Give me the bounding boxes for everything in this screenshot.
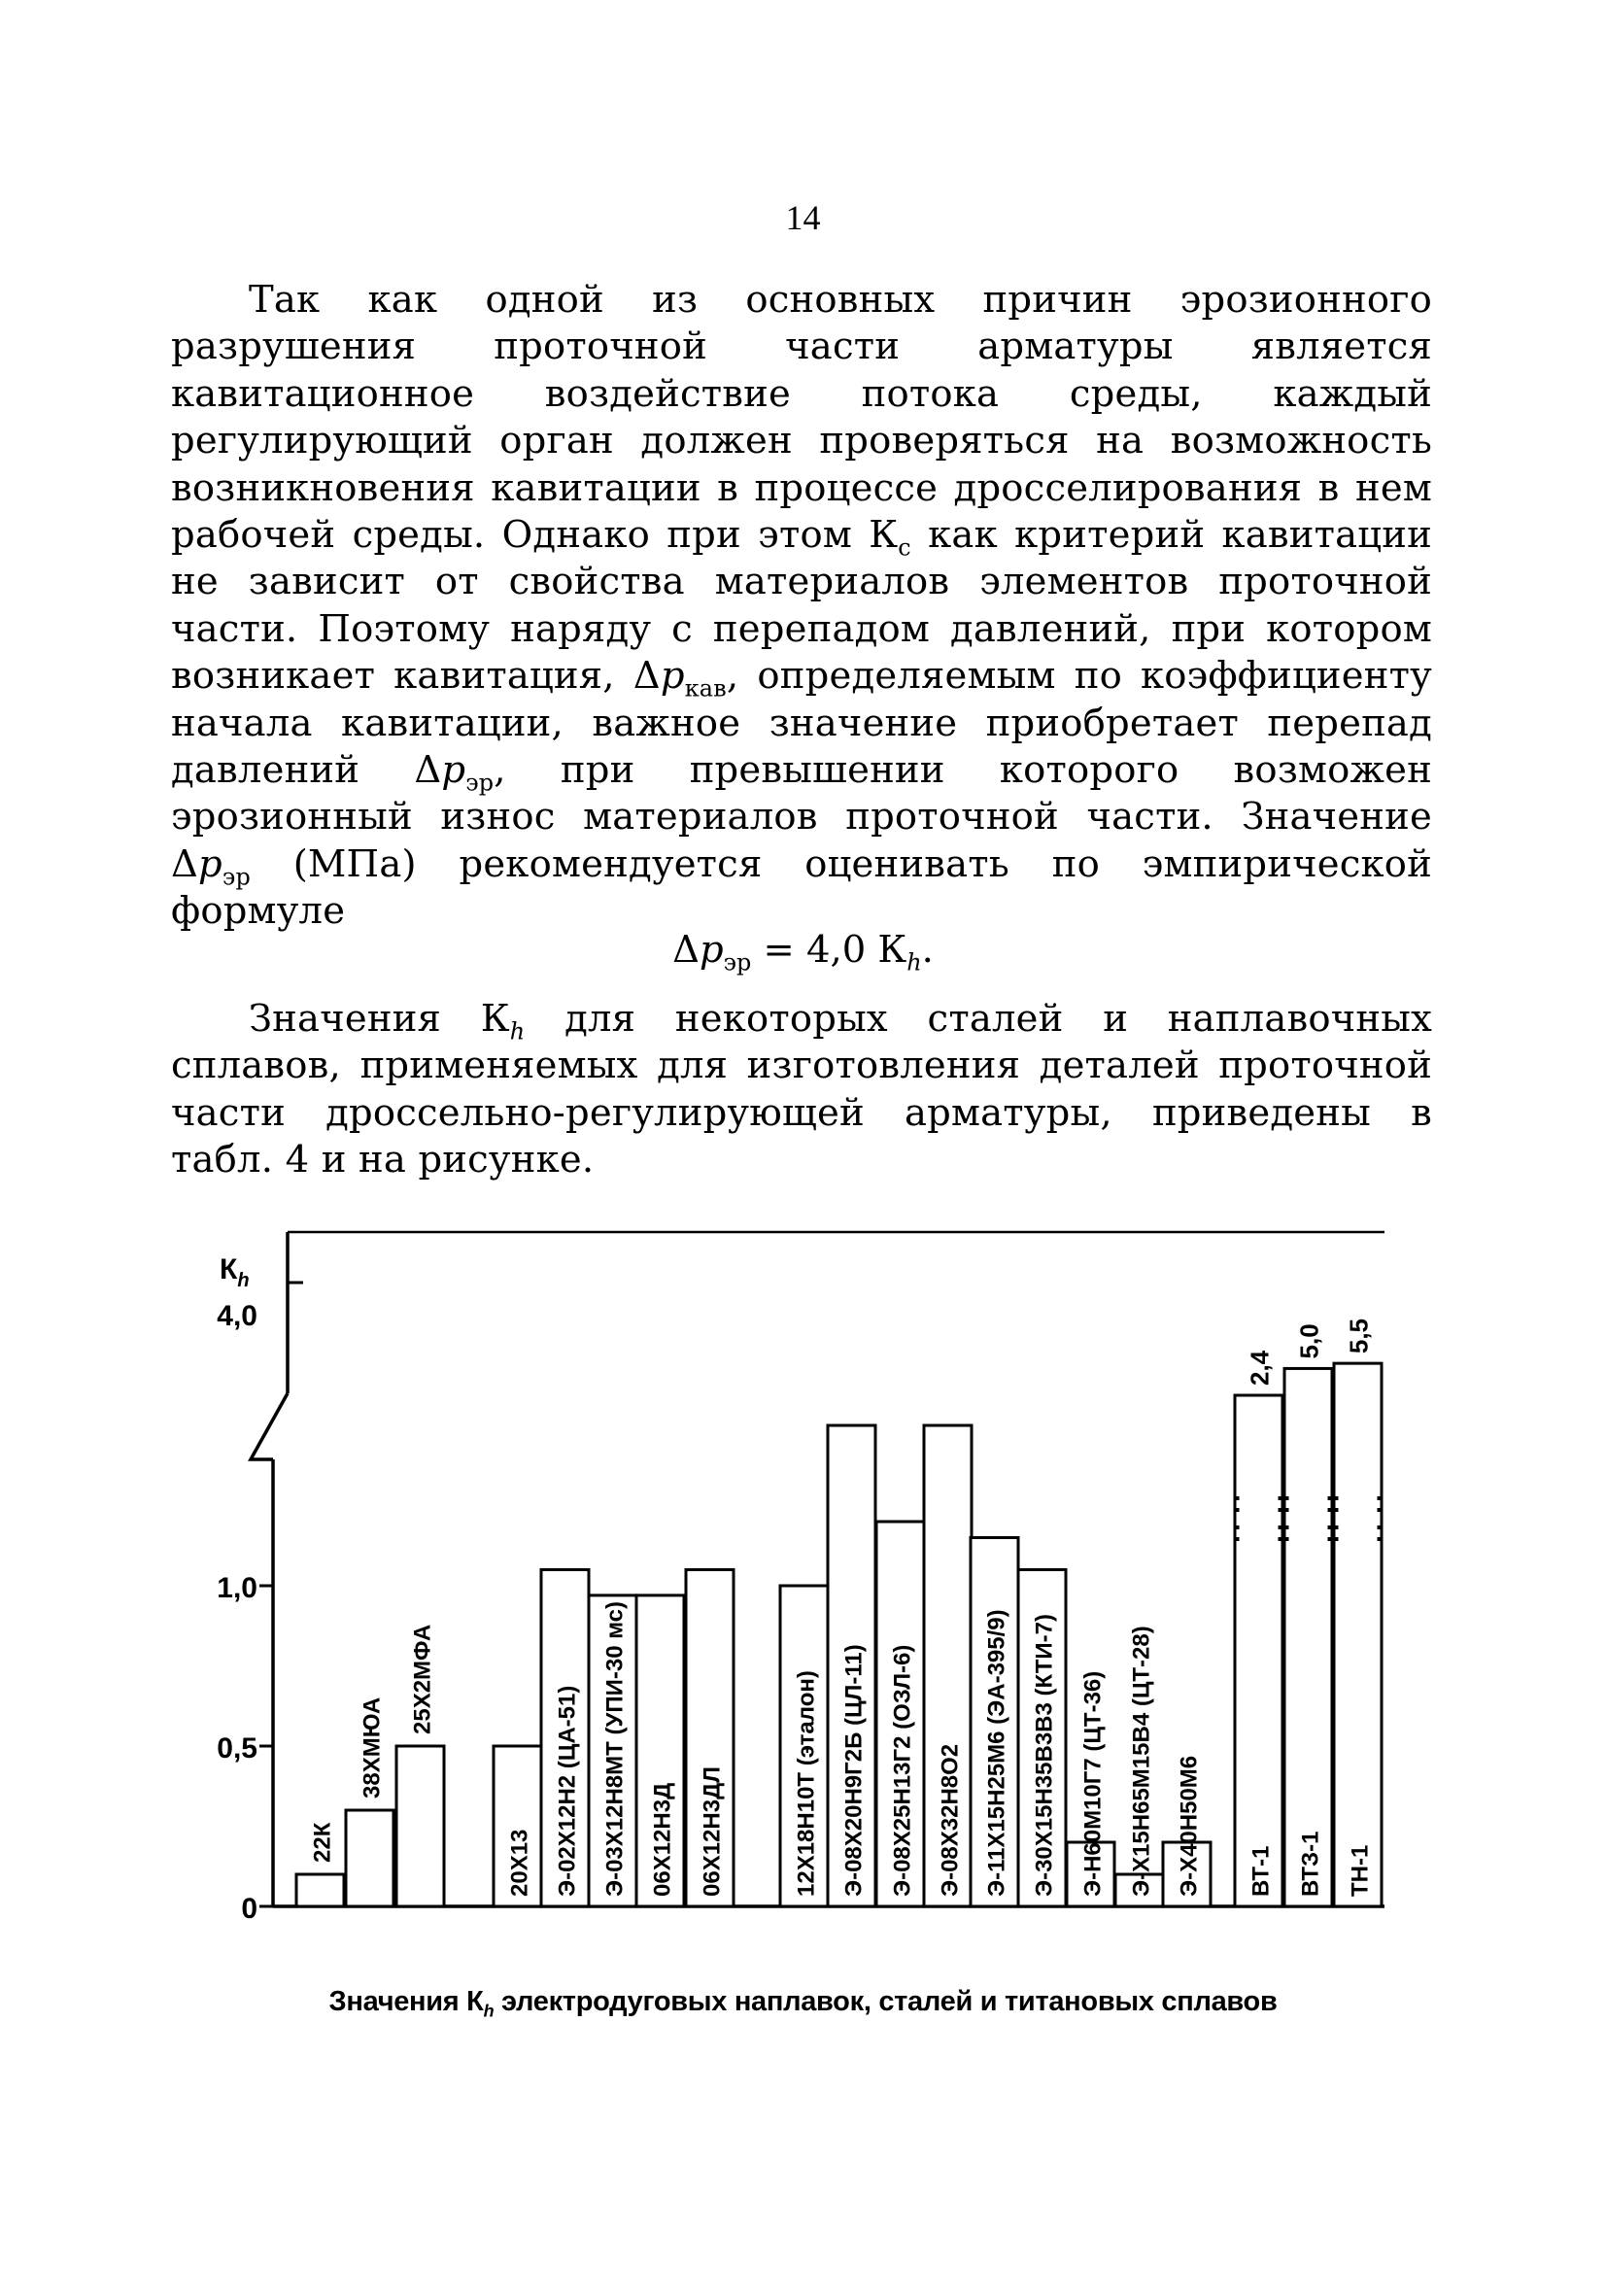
- bar-category-label: 12Х18Н10Т (эталон): [793, 1670, 820, 1897]
- bar-category-label: Э-Х40Н50М6: [1176, 1755, 1203, 1897]
- bar-category-label: 06Х12Н3Д: [649, 1782, 676, 1897]
- y-axis-label: $К_h$: [220, 1253, 250, 1291]
- y-tick-label: 4,0: [217, 1300, 257, 1332]
- bar-category-label: ТН-1: [1347, 1844, 1374, 1897]
- bar-category-label: 20Х13: [506, 1829, 533, 1897]
- y-axis-label-sub: h: [237, 1270, 250, 1291]
- bar-category-label: ВТ-1: [1247, 1845, 1275, 1897]
- bar: [1235, 1395, 1282, 1906]
- y-axis-break: [251, 1393, 288, 1459]
- bar-category-label: Э-30Х15Н35В3В3 (КТИ-7): [1031, 1614, 1058, 1897]
- paragraph-kavitation: Так как одной из основных причин эрозионного разрушения проточной части арматуры является кавитационное воздействие потока среды, каждый регулирующий орган должен проверяться на возможность возникновения кавитации в процессе дросселирования в нем рабочей среды. Однако при этом $К_с$ как критерий кавитации не зависит от свойства материалов элементов проточной части. Поэтому наряду с перепадом давлений, при котором возникает кавитация, $\Delta р_{кав}$, определяемым по коэффициенту начала кавитации, важное значение приобретает перепад давлений $\Delta р_{эр}$, при превышении которого возможен эрозионный износ материалов проточной части. Значение $\Delta р_{эр}$ (МПа) рекомендуется оценивать по эмпирической формуле: [171, 278, 1432, 934]
- bar-category-label: 06Х12Н3ДЛ: [699, 1765, 726, 1897]
- formula-delta-p: $\Delta р_{эр} = 4,0$ $К_h$.: [672, 928, 934, 977]
- bar-category-label: Э-Х15Н65М15В4 (ЦТ-28): [1128, 1626, 1155, 1897]
- bar-value-label: 2,4: [1245, 1350, 1275, 1386]
- chart-caption: Значения $К_h$ электродуговых наплавок, сталей и титановых сплавов: [328, 1986, 1278, 2021]
- bar-category-label: Э-02Х12Н2 (ЦА-51): [554, 1685, 581, 1897]
- bar-category-label: Э-08Х25Н13Г2 (ОЗЛ-6): [889, 1644, 916, 1897]
- y-tick-label: 0,5: [217, 1732, 257, 1765]
- bar-value-label: 5,0: [1294, 1323, 1324, 1359]
- bar-category-label: Э-08Х20Н9Г2Б (ЦЛ-11): [840, 1644, 868, 1897]
- bar-category-label: Э-11Х15Н25М6 (ЭА-395/9): [983, 1609, 1010, 1897]
- bar-category-label: 25Х2МФА: [409, 1624, 436, 1734]
- y-tick-label: 0: [241, 1893, 257, 1925]
- bar-category-label: Э-03Х12Н8МТ (УПИ-30 мс): [601, 1600, 629, 1897]
- bar-category-label: Э-08Х32Н8О2: [937, 1743, 964, 1897]
- bar: [346, 1810, 393, 1906]
- paragraph-values: Значения $К_h$ для некоторых сталей и наплавочных сплавов, применяемых для изготовления деталей проточной части дроссельно-регулирующей арматуры, приведены в табл. 4 и на рисунке.: [171, 997, 1432, 1182]
- y-tick-label: 1,0: [217, 1572, 257, 1604]
- bar-category-label: Э-Н60М10Г7 (ЦТ-36): [1079, 1670, 1107, 1897]
- chart-bars: [296, 1363, 1382, 1906]
- bar: [1334, 1363, 1382, 1906]
- bar-category-label: ВТЗ-1: [1297, 1831, 1324, 1897]
- bar-category-label: 38ХМЮА: [359, 1696, 386, 1799]
- bar: [296, 1874, 344, 1906]
- bar: [1284, 1368, 1332, 1906]
- page-number: 14: [785, 198, 821, 237]
- bar: [396, 1746, 444, 1906]
- bar-category-label: 22К: [309, 1822, 336, 1863]
- bar-value-label: 5,5: [1344, 1318, 1374, 1354]
